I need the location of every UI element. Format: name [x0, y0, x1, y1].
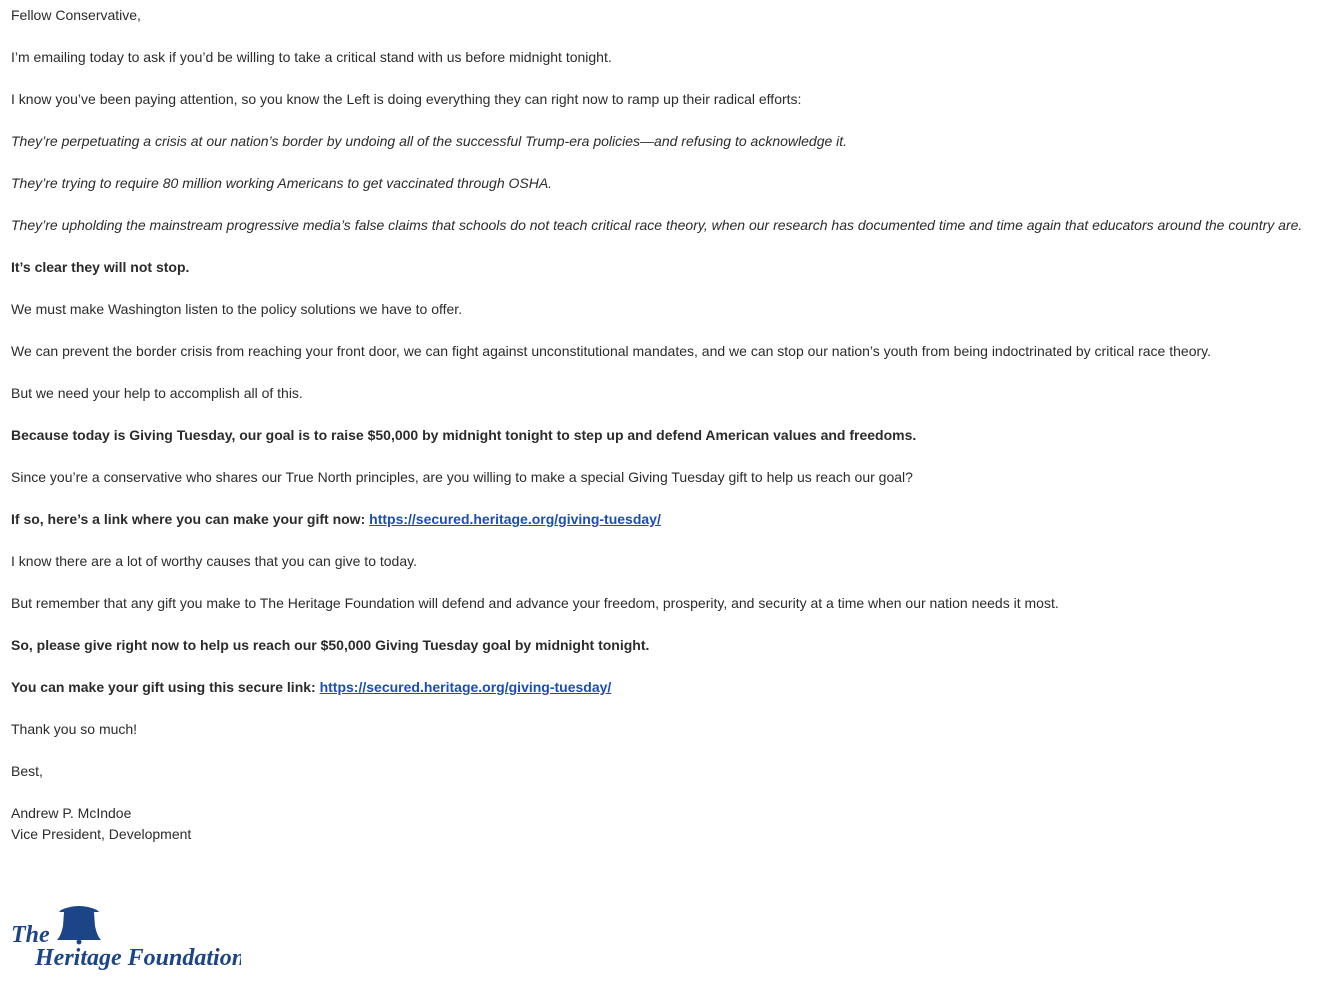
- paragraph-left-efforts: I know you’ve been paying attention, so you know the Left is doing everything they can right now to ramp up their radical efforts:: [11, 91, 802, 107]
- point-critical-race-theory: They’re upholding the mainstream progressive media’s false claims that schools do not teach critical race theory, when our research has documented time and time again that educators around the country are.: [11, 217, 1303, 233]
- signature-title: Vice President, Development: [11, 826, 192, 842]
- paragraph-goal: Because today is Giving Tuesday, our goal is to raise $50,000 by midnight tonight to step up and defend American values and freedoms.: [11, 427, 917, 443]
- paragraph-not-stop: It’s clear they will not stop.: [11, 259, 190, 275]
- paragraph-thanks: Thank you so much!: [11, 721, 138, 737]
- paragraph-link-1: [11, 509, 1321, 530]
- email-body: [11, 5, 1321, 845]
- liberty-bell-icon: [11, 904, 241, 974]
- paragraph-washington: We must make Washington listen to the policy solutions we have to offer.: [11, 301, 463, 317]
- paragraph-prevent: We can prevent the border crisis from reaching your front door, we can fight against unconstitutional mandates, and we can stop our nation’s youth from being indoctrinated by critical race theory.: [11, 343, 1211, 359]
- heritage-foundation-logo: [11, 904, 241, 974]
- greeting: Fellow Conservative,: [11, 7, 141, 23]
- logo-line-the: The: [11, 922, 50, 948]
- paragraph-need-help: But we need your help to accomplish all of this.: [11, 385, 303, 401]
- link-2-prefix: You can make your gift using this secure link:: [11, 679, 320, 695]
- paragraph-please-give: So, please give right now to help us reach our $50,000 Giving Tuesday goal by midnight tonight.: [11, 637, 650, 653]
- paragraph-remember: But remember that any gift you make to The Heritage Foundation will defend and advance your freedom, prosperity, and security at a time when our nation needs it most.: [11, 595, 1059, 611]
- paragraph-link-2: [11, 677, 1321, 698]
- link-1-prefix: If so, here’s a link where you can make your gift now:: [11, 511, 370, 527]
- point-vaccine-mandate: They’re trying to require 80 million working Americans to get vaccinated through OSHA.: [11, 175, 553, 191]
- point-border-crisis: They’re perpetuating a crisis at our nation’s border by undoing all of the successful Trump-era policies—and refusing to acknowledge it.: [11, 133, 848, 149]
- donate-link-2[interactable]: https://secured.heritage.org/giving-tuesday/: [319, 679, 612, 695]
- signature-name: Andrew P. McIndoe: [11, 805, 132, 821]
- donate-link-1[interactable]: https://secured.heritage.org/giving-tuesday/: [369, 511, 661, 527]
- paragraph-intro: I’m emailing today to ask if you’d be willing to take a critical stand with us before midnight tonight.: [11, 49, 612, 65]
- closing: Best,: [11, 763, 43, 779]
- paragraph-question: Since you’re a conservative who shares our True North principles, are you willing to make a special Giving Tuesday gift to help us reach our goal?: [11, 469, 913, 485]
- logo-line-name: Heritage Foundation: [35, 945, 241, 971]
- paragraph-worthy-causes: I know there are a lot of worthy causes that you can give to today.: [11, 553, 417, 569]
